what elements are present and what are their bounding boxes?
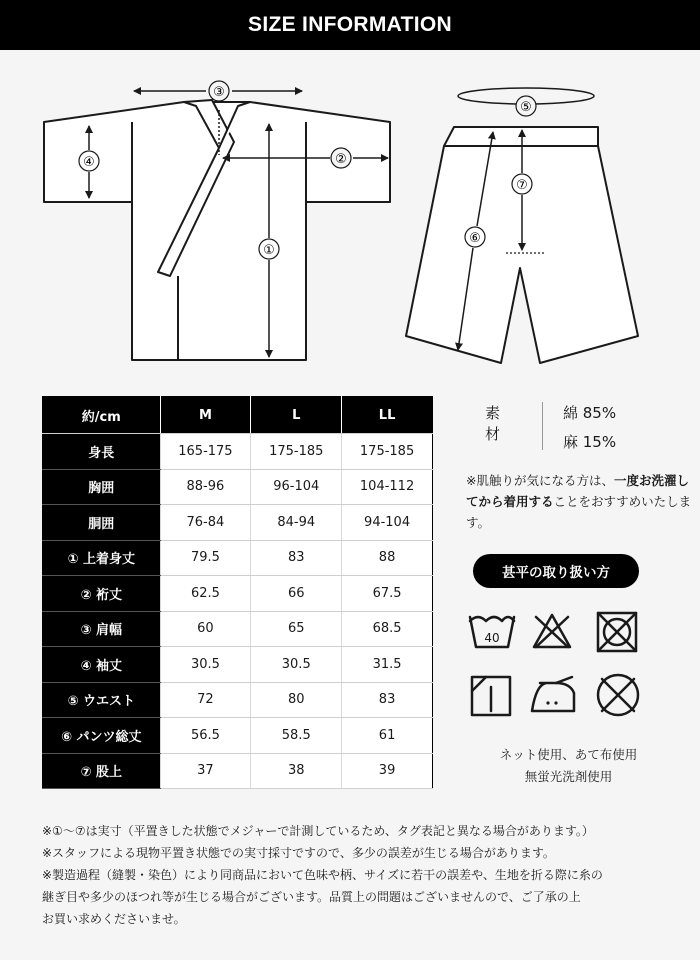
- row-header: ⑦ 股上: [43, 753, 161, 789]
- garment-diagram: [0, 50, 700, 380]
- table-cell: 61: [342, 718, 433, 754]
- table-row: [43, 753, 433, 789]
- footer-line: お買い求めくださいませ。: [42, 912, 186, 926]
- table-cell: 37: [160, 753, 251, 789]
- row-header: 胸囲: [43, 469, 161, 505]
- page-header: [0, 0, 700, 50]
- table-cell: 62.5: [160, 576, 251, 612]
- marker-2: ②: [335, 152, 347, 167]
- no-bleach-icon: [534, 615, 570, 647]
- column-header: L: [251, 397, 342, 434]
- wash-temp-label: 40: [484, 631, 500, 645]
- table-cell: 72: [160, 682, 251, 718]
- table-cell: 56.5: [160, 718, 251, 754]
- care-icons: [460, 605, 690, 735]
- row-header: 胴囲: [43, 505, 161, 541]
- table-cell: 94-104: [342, 505, 433, 541]
- marker-7: ⑦: [516, 178, 528, 193]
- table-cell: 58.5: [251, 718, 342, 754]
- table-cell: 67.5: [342, 576, 433, 612]
- row-header: ⑥ パンツ総丈: [43, 718, 161, 754]
- table-cell: 76-84: [160, 505, 251, 541]
- table-cell: 38: [251, 753, 342, 789]
- note-emphasis: 一度お洗濯してから着用する: [466, 473, 689, 509]
- footer-line: ※スタッフによる現物平置き状態での実寸採寸ですので、多少の誤差が生じる場合があります。: [42, 846, 555, 860]
- care-note-line: ネット使用、あて布使用: [499, 747, 638, 762]
- marker-3: ③: [213, 85, 225, 100]
- table-cell: 60: [160, 611, 251, 647]
- no-tumble-dry-icon: [598, 613, 636, 651]
- size-table: [42, 396, 433, 789]
- column-header: M: [160, 397, 251, 434]
- table-cell: 84-94: [251, 505, 342, 541]
- material-linen: 麻 15%: [563, 433, 617, 451]
- row-header: ② 裄丈: [43, 576, 161, 612]
- table-row: [43, 505, 433, 541]
- row-header: ③ 肩幅: [43, 611, 161, 647]
- care-note-line: 無蛍光洗剤使用: [524, 769, 613, 784]
- table-cell: 165-175: [160, 434, 251, 470]
- table-cell: 65: [251, 611, 342, 647]
- table-cell: 39: [342, 753, 433, 789]
- table-row: [43, 540, 433, 576]
- marker-5: ⑤: [520, 100, 532, 115]
- footer-line: 継ぎ目や多少のほつれ等が生じる場合がございます。品質上の問題はございませんので、ご了承の上: [42, 890, 581, 904]
- note-text: ※肌触りが気になる方は、: [466, 473, 614, 488]
- care-note: [466, 744, 671, 788]
- table-cell: 96-104: [251, 469, 342, 505]
- column-header: LL: [342, 397, 433, 434]
- table-row: [43, 647, 433, 683]
- no-dry-clean-icon: [598, 675, 638, 715]
- table-cell: 68.5: [342, 611, 433, 647]
- table-cell: 83: [342, 682, 433, 718]
- line-dry-shade-icon: [472, 677, 510, 715]
- table-cell: 30.5: [160, 647, 251, 683]
- table-cell: 30.5: [251, 647, 342, 683]
- footer-line: ※①～⑦は実寸（平置きした状態でメジャーで計測しているため、タグ表記と異なる場合があります。）: [42, 824, 594, 838]
- material-label: 素材: [485, 404, 501, 443]
- footer-line: ※製造過程（縫製・染色）により同商品において色味や柄、サイズに若干の誤差や、生地を折る際に糸の: [42, 868, 603, 882]
- marker-4: ④: [83, 155, 95, 170]
- table-row: [43, 576, 433, 612]
- care-title-badge: [473, 554, 639, 588]
- iron-medium-icon: [532, 677, 574, 711]
- table-row: [43, 434, 433, 470]
- table-cell: 31.5: [342, 647, 433, 683]
- table-cell: 175-185: [251, 434, 342, 470]
- material-cotton: 綿 85%: [563, 404, 617, 422]
- column-header: 約/cm: [43, 397, 161, 434]
- marker-1: ①: [263, 243, 275, 258]
- table-cell: 175-185: [342, 434, 433, 470]
- table-header-row: [43, 397, 433, 434]
- table-cell: 104-112: [342, 469, 433, 505]
- table-cell: 88-96: [160, 469, 251, 505]
- table-row: [43, 682, 433, 718]
- table-row: [43, 469, 433, 505]
- table-cell: 79.5: [160, 540, 251, 576]
- table-cell: 80: [251, 682, 342, 718]
- table-cell: 83: [251, 540, 342, 576]
- table-cell: 88: [342, 540, 433, 576]
- page-title: SIZE INFORMATION: [248, 13, 452, 36]
- divider: [542, 402, 543, 450]
- note-text-end: ことをおすすめいたします。: [466, 494, 692, 530]
- row-header: ① 上着身丈: [43, 540, 161, 576]
- row-header: ⑤ ウエスト: [43, 682, 161, 718]
- care-title: 甚平の取り扱い方: [502, 565, 610, 581]
- marker-6: ⑥: [469, 231, 481, 246]
- footer-notes: [42, 820, 682, 930]
- row-header: 身長: [43, 434, 161, 470]
- wash-note: [466, 470, 696, 533]
- table-row: [43, 611, 433, 647]
- table-row: [43, 718, 433, 754]
- table-cell: 66: [251, 576, 342, 612]
- row-header: ④ 袖丈: [43, 647, 161, 683]
